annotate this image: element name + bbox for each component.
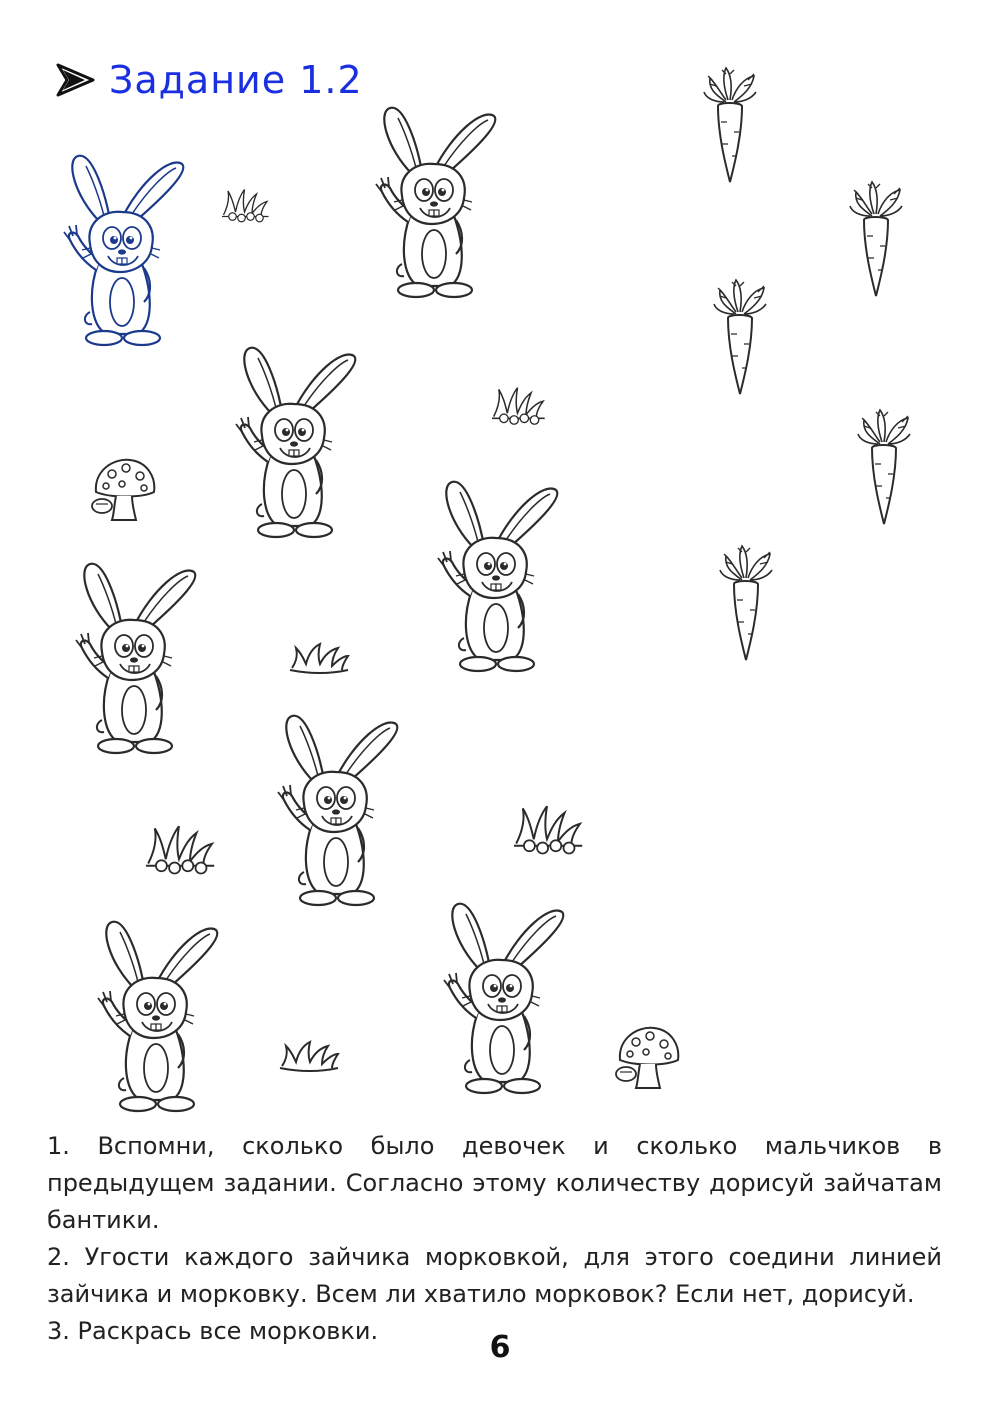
mushroom-2 xyxy=(616,1028,678,1088)
page-number: 6 xyxy=(489,1330,511,1365)
grass-tuft-1 xyxy=(222,190,269,222)
instructions xyxy=(47,1128,942,1350)
carrot-1[interactable] xyxy=(704,68,756,182)
carrot-4[interactable] xyxy=(858,410,910,524)
bunny-5[interactable] xyxy=(76,564,195,753)
instruction-1: 1. Вспомни, сколько было девочек и сколько мальчиков в предыдущем задании. Согласно этому количеству дорисуй зайчатам бантики. xyxy=(47,1132,942,1234)
instruction-2: 2. Угости каждого зайчика морковкой, для этого соедини линией зайчика и морковку. Всем ли хватило морковок? Если нет, дорисуй. xyxy=(47,1243,942,1308)
carrot-5[interactable] xyxy=(720,546,772,660)
bunny-6[interactable] xyxy=(278,716,397,905)
bunny-7[interactable] xyxy=(98,922,217,1111)
task-title: Задание 1.2 xyxy=(109,58,363,102)
carrot-2[interactable] xyxy=(850,182,902,296)
grass-tuft-2 xyxy=(492,388,545,425)
grass-tuft-3 xyxy=(290,644,348,673)
bunny-8[interactable] xyxy=(444,904,563,1093)
grass-tuft-5 xyxy=(514,806,582,853)
mushroom-1 xyxy=(92,460,154,520)
bunny-2[interactable] xyxy=(376,108,495,297)
bunny-3[interactable] xyxy=(236,348,355,537)
bunny-1[interactable] xyxy=(64,156,183,345)
grass-tuft-6 xyxy=(280,1042,338,1071)
instruction-3: 3. Раскрась все морковки. xyxy=(47,1317,379,1345)
bunny-4[interactable] xyxy=(438,482,557,671)
carrot-3[interactable] xyxy=(714,280,766,394)
grass-tuft-4 xyxy=(146,826,214,873)
